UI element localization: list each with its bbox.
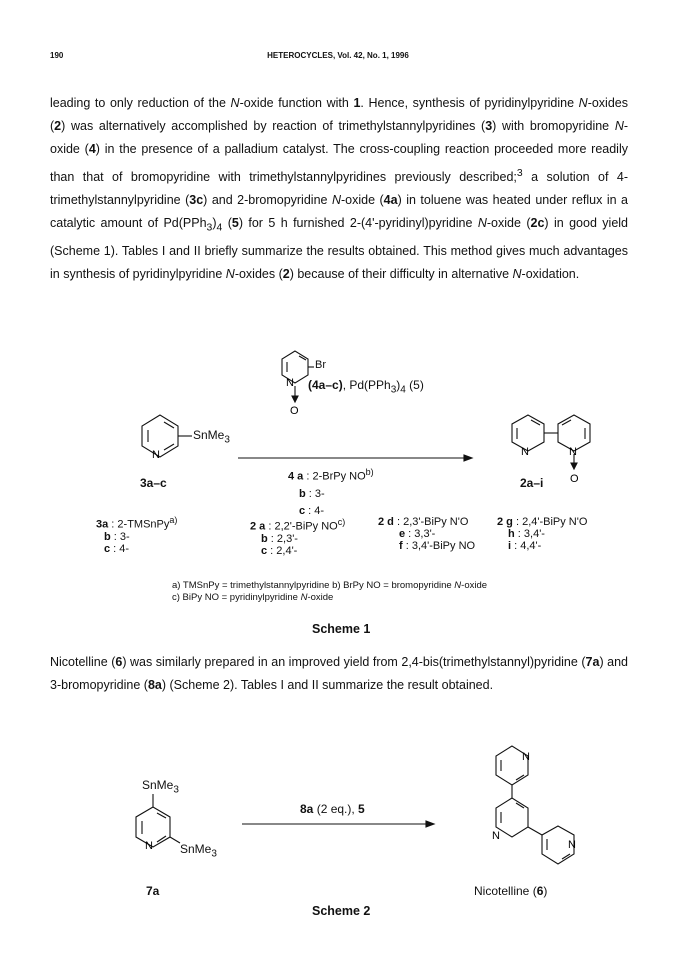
footnote-text: a) TMSnPy = trimethylstannylpyridine b) BrPy NO = bromopyridine [172, 580, 455, 591]
def-text: : 4,4'- [511, 540, 542, 552]
footnote [172, 580, 487, 592]
def-key: 2 g [497, 516, 513, 528]
reagent-cat: ) [396, 378, 401, 392]
italic-n: N [300, 592, 308, 603]
def-text: : 2,2'-BiPy NO [265, 520, 338, 533]
scheme-2-caption: Scheme 2 [312, 904, 371, 918]
text-run: -oxide function with [239, 96, 354, 110]
def-text: : 2-TMSnPy [108, 518, 170, 531]
scheme-1 [60, 342, 640, 648]
text-run: -oxide ( [340, 192, 384, 207]
def-key: 3a [96, 518, 109, 531]
footnote-text: -oxide [307, 592, 334, 603]
compound-ref: 8a [147, 677, 162, 692]
group-text: SnMe [142, 778, 174, 792]
def-2-row [378, 540, 475, 552]
compound-ref: 2c [530, 216, 545, 231]
compound-ref: 2 [54, 119, 62, 134]
def-2-row [250, 533, 345, 545]
compound-ref: 1 [353, 96, 361, 110]
text-run: ) [212, 216, 217, 231]
subscript: 3 [206, 222, 213, 234]
def-text: : 3- [305, 487, 325, 500]
text-run: leading to only reduction of the [50, 96, 231, 110]
running-head [0, 0, 676, 70]
group-side [180, 842, 217, 859]
italic-n: N [225, 267, 235, 282]
def-text: : 2,4'- [267, 544, 298, 557]
compound-ref: 7a [585, 655, 600, 669]
reagent-text: (2 eq.), [313, 802, 359, 816]
reagent-cat: (5) [405, 378, 424, 392]
subscript: 4 [216, 222, 223, 234]
italic-n: N [512, 267, 522, 282]
scheme-2-structures [60, 738, 640, 958]
text-run: ) and 2-bromopyridine [203, 192, 332, 207]
def-text: : 4- [305, 504, 325, 517]
compound-ref: 3 [485, 119, 493, 134]
reagent-cat: , Pd(PPh [342, 378, 391, 392]
definitions-2-col3 [497, 516, 587, 552]
text-run: -oxides ( [50, 96, 628, 134]
product-label: 2a–i [520, 476, 544, 490]
reagent-br: Br [315, 359, 326, 371]
def-2-row [378, 528, 475, 540]
text-run: a solution of 4-trimethylstannylpyridine ( [50, 169, 629, 207]
text-run: Nicotelline ( [50, 655, 116, 669]
def-2-row [250, 516, 345, 533]
def-2-row [250, 545, 345, 557]
product-o-atom: O [570, 473, 579, 485]
def-text: : 3,4'-BiPy NO [402, 540, 476, 552]
reactant-n-atom: N [145, 840, 153, 852]
definitions-2-col1 [250, 516, 345, 557]
footnote-text: -oxide [461, 580, 488, 591]
def-2-row [497, 528, 587, 540]
def-text: : 2,3'-BiPy N'O [393, 516, 469, 528]
paragraph-2 [50, 651, 628, 696]
def-key: 4 a [288, 470, 304, 483]
text-run: ) in the presence of a palladium catalyst. The cross-coupling reaction proceeded more readily than that of bromopyridine with trimethylstannylpyridines previously described; [50, 142, 628, 184]
italic-n: N [477, 216, 487, 231]
compound-ref: 4 [88, 142, 96, 157]
text-run: ) for 5 h furnished 2-(4'-pyridinyl)pyridine [238, 216, 478, 231]
text-run: -oxide ( [50, 119, 629, 157]
reactant-label: 3a–c [140, 476, 167, 490]
reactant-n-atom: N [152, 449, 160, 461]
reactant-pyridine-ring [142, 415, 178, 457]
def-text: : 3,4'- [514, 528, 545, 540]
journal-citation: HETEROCYCLES, Vol. 42, No. 1, 1996 [267, 51, 409, 60]
text-run: -oxidation. [521, 267, 580, 282]
reagent-bold: 8a [300, 802, 314, 816]
scheme-1-caption: Scheme 1 [312, 622, 371, 636]
product-end: ) [543, 884, 548, 898]
def-3-row [96, 514, 177, 531]
italic-n: N [230, 96, 240, 110]
definitions-2-col2 [378, 516, 475, 552]
def-sup: c) [337, 517, 346, 527]
text-run: ) with bromopyridine [492, 119, 615, 134]
text-run: ( [222, 216, 232, 231]
product-n-atom-left: N [521, 446, 529, 458]
text-run: . Hence, synthesis of pyridinylpyridine [360, 96, 579, 110]
compound-ref: 5 [231, 216, 239, 231]
text-run: ) was similarly prepared in an improved yield from 2,4-bis(trimethylstannyl)pyridine ( [122, 655, 586, 669]
group-text: SnMe [193, 428, 225, 442]
def-key: e [399, 528, 406, 540]
subscript: 3 [224, 434, 230, 446]
side-biaryl-bond [528, 827, 542, 835]
subscript: 3 [390, 384, 397, 396]
def-text: : 4- [110, 542, 130, 555]
def-key: b [104, 530, 111, 543]
def-key: 2 a [250, 520, 266, 533]
def-text: : 2,3'- [267, 532, 298, 545]
text-run: -oxides ( [234, 267, 283, 282]
text-run: ) in toluene was heated under reflux in a catalytic amount of Pd(PPh [50, 192, 628, 231]
group-top [142, 778, 179, 795]
def-key: 2 d [378, 516, 394, 528]
scheme-2 [60, 738, 640, 958]
def-3-row [96, 543, 177, 555]
def-key: h [508, 528, 515, 540]
def-key: c [299, 504, 306, 517]
def-key: i [508, 540, 512, 552]
def-key: c [104, 542, 111, 555]
subscript: 4 [400, 384, 406, 396]
italic-n: N [331, 192, 341, 207]
def-text: : 3- [110, 530, 130, 543]
text-run: ) because of their difficulty in alternative [289, 267, 513, 282]
paragraph-1 [50, 92, 628, 286]
text-run: ) was alternatively accomplished by reaction of trimethylstannylpyridines ( [61, 119, 486, 134]
footnote [172, 592, 487, 604]
reactant-label: 7a [146, 884, 160, 898]
side-sn-bond [170, 837, 180, 843]
product-side-n-atom: N [568, 839, 576, 851]
compound-ref: 3c [189, 192, 204, 207]
def-key: c [261, 544, 268, 557]
def-text: : 2,4'-BiPy N'O [512, 516, 588, 528]
product-name: Nicotelline ( [474, 884, 537, 898]
def-key: b [299, 487, 306, 500]
def-sup: a) [169, 515, 178, 525]
product-central-n-atom: N [492, 830, 500, 842]
def-key: f [399, 540, 403, 552]
def-4-row [288, 486, 374, 503]
reagent-label: (4a–c) [308, 378, 343, 392]
reagent-line [308, 378, 424, 395]
def-2-row [497, 516, 587, 528]
reactant-7a-ring [136, 807, 170, 847]
compound-ref: 4a [383, 192, 398, 207]
definitions-4 [288, 464, 374, 520]
italic-n: N [578, 96, 588, 110]
text-run: ) and 3-bromopyridine ( [50, 655, 628, 692]
reagent-cat: 5 [358, 802, 365, 816]
subscript: 3 [211, 848, 217, 860]
text-run: -oxide ( [486, 216, 531, 231]
def-3-row [96, 531, 177, 543]
italic-n: N [614, 119, 624, 134]
def-text: : 3,3'- [405, 528, 436, 540]
scheme-1-footnotes [172, 580, 487, 604]
reagent-line [300, 802, 365, 816]
reactant-group [193, 428, 230, 445]
compound-ref: 2 [282, 267, 290, 282]
page-number: 190 [50, 51, 64, 60]
def-2-row [378, 516, 475, 528]
def-2-row [497, 540, 587, 552]
product-num: 6 [536, 884, 544, 898]
compound-ref: 6 [115, 655, 123, 669]
italic-n: N [454, 580, 462, 591]
reagent-o-atom: O [290, 405, 299, 417]
text-run: ) in good yield (Scheme 1). Tables I and II briefly summarize the results obtained. This method gives much advantages in synthesis of pyridinylpyridine [50, 216, 629, 282]
def-sup: b) [365, 467, 374, 477]
footnote-text: c) BiPy NO = pyridinylpyridine [172, 592, 301, 603]
product-label [474, 884, 547, 898]
reagent-n-atom: N [286, 377, 294, 389]
definitions-3 [96, 514, 177, 555]
reference-marker: 3 [516, 167, 523, 179]
def-key: b [261, 532, 268, 545]
product-n-atom-right: N [569, 446, 577, 458]
text-run: ) (Scheme 2). Tables I and II summarize the result obtained. [161, 677, 494, 692]
def-text: : 2-BrPy NO [303, 470, 366, 483]
group-text: SnMe [180, 842, 212, 856]
subscript: 3 [173, 784, 179, 796]
product-top-n-atom: N [522, 751, 530, 763]
def-4-row [288, 464, 374, 486]
